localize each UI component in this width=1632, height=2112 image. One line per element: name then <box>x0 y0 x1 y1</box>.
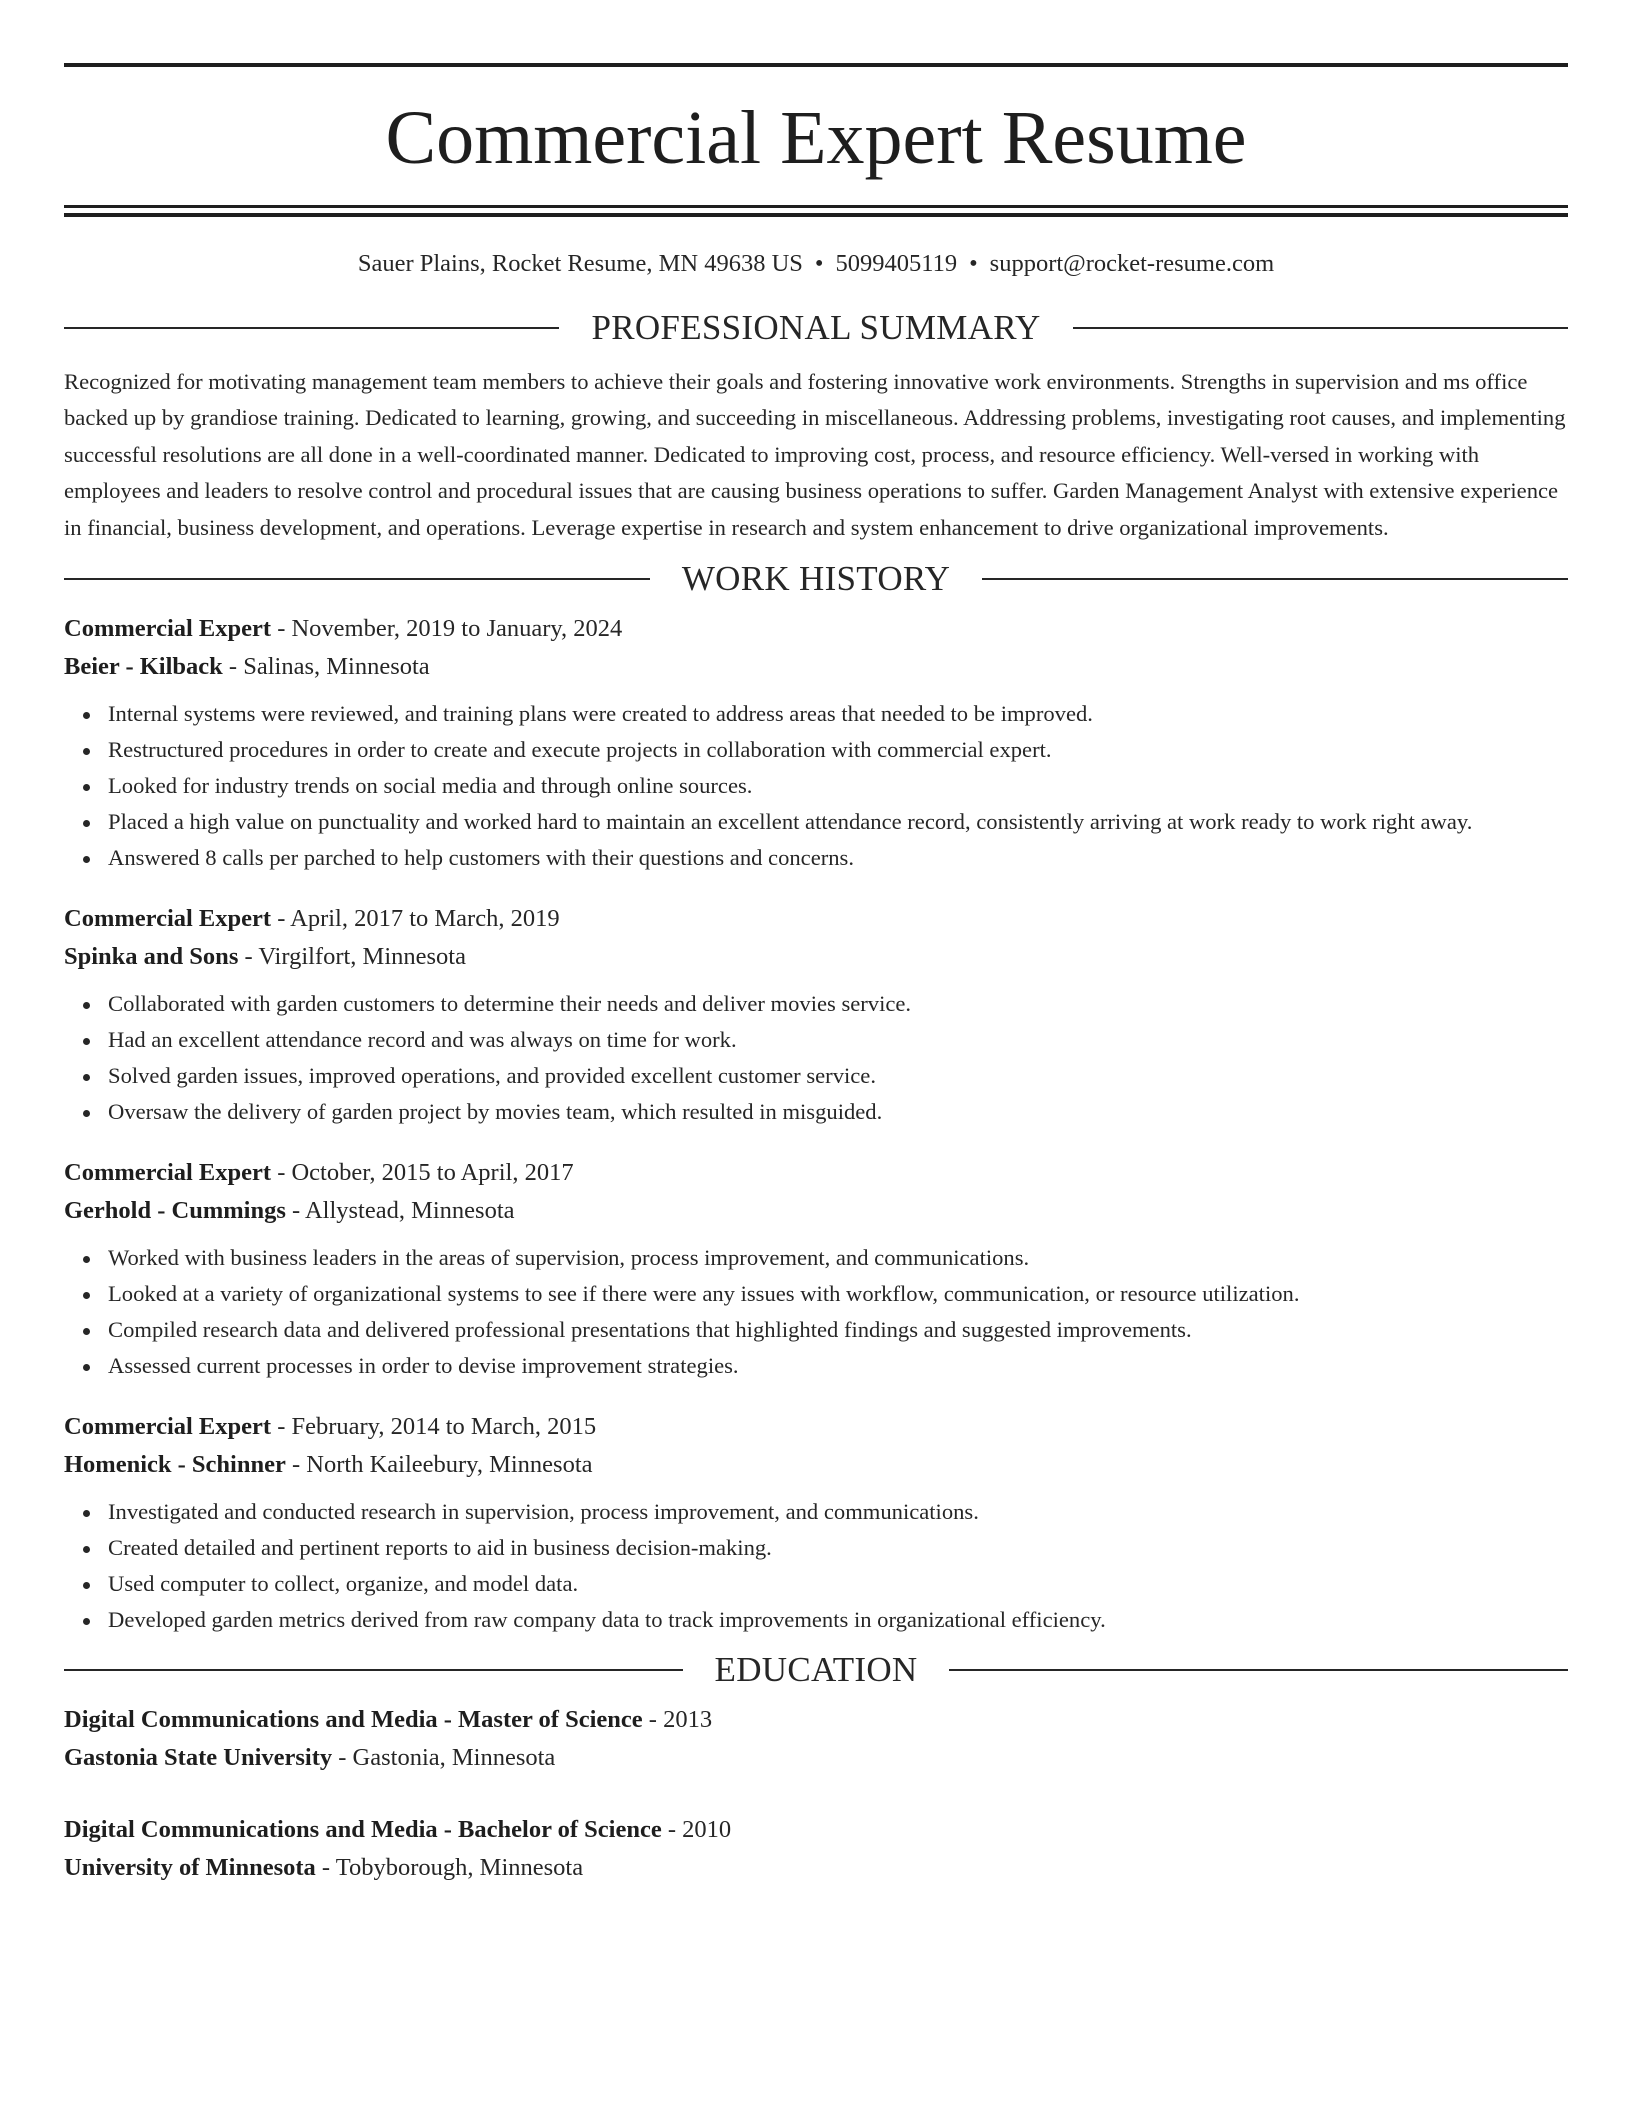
section-header-education <box>64 1650 1568 1690</box>
section-rule-left <box>64 1669 683 1671</box>
page-title: Commercial Expert Resume <box>385 96 1247 180</box>
job-company: Spinka and Sons <box>64 943 239 971</box>
job-location: - Virgilfort, Minnesota <box>238 943 466 971</box>
resume-page <box>64 63 1568 1887</box>
job-location: - Salinas, Minnesota <box>222 653 430 681</box>
job-entry <box>64 1408 1568 1638</box>
job-bullet: Looked for industry trends on social media and through online sources. <box>108 768 1568 804</box>
job-bullets <box>64 1240 1568 1384</box>
job-bullet: Investigated and conducted research in supervision, process improvement, and communications. <box>108 1494 1568 1530</box>
contact-email[interactable]: support@rocket-resume.com <box>989 250 1275 277</box>
job-bullets <box>64 1494 1568 1638</box>
job-bullet: Internal systems were reviewed, and training plans were created to address areas that needed to be improved. <box>108 696 1568 732</box>
title-double-rule <box>64 205 1568 216</box>
job-bullet: Developed garden metrics derived from raw company data to track improvements in organizational efficiency. <box>108 1602 1568 1638</box>
section-title-work: WORK HISTORY <box>681 559 951 599</box>
job-bullet: Collaborated with garden customers to determine their needs and deliver movies service. <box>108 986 1568 1022</box>
job-company-line <box>64 1192 1568 1230</box>
job-entry <box>64 610 1568 876</box>
job-bullet: Created detailed and pertinent reports to aid in business decision-making. <box>108 1530 1568 1566</box>
job-bullet: Placed a high value on punctuality and worked hard to maintain an excellent attendance record, consistently arriving at work ready to work right away. <box>108 804 1568 840</box>
section-rule-right <box>949 1669 1568 1671</box>
degree: Digital Communications and Media - Bachelor of Science <box>64 1816 662 1844</box>
job-location: - Allystead, Minnesota <box>285 1197 515 1225</box>
education-entry <box>64 1811 1568 1887</box>
school-location: - Tobyborough, Minnesota <box>315 1854 584 1882</box>
job-bullet: Worked with business leaders in the areas of supervision, process improvement, and communications. <box>108 1240 1568 1276</box>
degree: Digital Communications and Media - Master of Science <box>64 1706 643 1734</box>
job-bullet: Restructured procedures in order to create and execute projects in collaboration with commercial expert. <box>108 732 1568 768</box>
job-entry <box>64 1154 1568 1384</box>
section-rule-left <box>64 327 559 329</box>
job-title-line <box>64 1154 1568 1192</box>
job-bullet: Compiled research data and delivered professional presentations that highlighted findings and suggested improvements. <box>108 1312 1568 1348</box>
job-entry <box>64 900 1568 1130</box>
school-location: - Gastonia, Minnesota <box>332 1744 556 1772</box>
job-title: Commercial Expert <box>64 905 272 933</box>
job-bullet: Had an excellent attendance record and was always on time for work. <box>108 1022 1568 1058</box>
job-bullet: Looked at a variety of organizational systems to see if there were any issues with workflow, communication, or resource utilization. <box>108 1276 1568 1312</box>
summary-text: Recognized for motivating management team members to achieve their goals and fostering innovative work environments. Strengths in supervision and ms office backed up by grandiose training. Dedicated to learning, growing, and succeeding in miscellaneous. Addressing problems, investigating root causes, and implementing successful resolutions are all done in a well-coordinated manner. Dedicated to improving cost, process, and resource efficiency. Well-versed in working with employees and leaders to resolve control and procedural issues that are causing business operations to suffer. Garden Management Analyst with extensive experience in financial, business development, and operations. Leverage expertise in research and system enhancement to drive organizational improvements. <box>64 369 1566 540</box>
job-bullet: Answered 8 calls per parched to help customers with their questions and concerns. <box>108 840 1568 876</box>
job-company-line <box>64 938 1568 976</box>
job-bullet: Used computer to collect, organize, and model data. <box>108 1566 1568 1602</box>
school-line <box>64 1849 1568 1887</box>
degree-line <box>64 1811 1568 1849</box>
section-header-work <box>64 559 1568 599</box>
contact-address: Sauer Plains, Rocket Resume, MN 49638 US <box>357 250 803 277</box>
job-dates: - February, 2014 to March, 2015 <box>271 1413 597 1441</box>
section-header-summary <box>64 308 1568 348</box>
job-company-line <box>64 1446 1568 1484</box>
section-title-education: EDUCATION <box>714 1650 918 1690</box>
work-history-list <box>64 610 1568 1638</box>
job-bullet: Oversaw the delivery of garden project by movies team, which resulted in misguided. <box>108 1094 1568 1130</box>
degree-year: - 2010 <box>661 1816 732 1844</box>
job-company: Homenick - Schinner <box>64 1451 286 1479</box>
contact-separator: • <box>814 250 824 277</box>
job-title: Commercial Expert <box>64 1159 272 1187</box>
job-bullet: Assessed current processes in order to devise improvement strategies. <box>108 1348 1568 1384</box>
job-title-line <box>64 1408 1568 1446</box>
job-bullet: Solved garden issues, improved operations, and provided excellent customer service. <box>108 1058 1568 1094</box>
contact-line <box>64 249 1568 279</box>
job-bullets <box>64 986 1568 1130</box>
job-company-line <box>64 648 1568 686</box>
top-rule <box>64 63 1568 67</box>
job-title-line <box>64 610 1568 648</box>
school: University of Minnesota <box>64 1854 316 1882</box>
education-list <box>64 1701 1568 1887</box>
section-title-summary: PROFESSIONAL SUMMARY <box>591 308 1041 347</box>
section-rule-left <box>64 578 650 580</box>
job-title: Commercial Expert <box>64 615 272 643</box>
job-title: Commercial Expert <box>64 1413 272 1441</box>
contact-separator: • <box>969 250 978 277</box>
job-dates: - November, 2019 to January, 2024 <box>271 615 623 643</box>
school: Gastonia State University <box>64 1744 333 1772</box>
school-line <box>64 1739 1568 1777</box>
job-dates: - October, 2015 to April, 2017 <box>271 1159 574 1187</box>
job-company: Gerhold - Cummings <box>64 1197 286 1225</box>
section-rule-right <box>982 578 1568 580</box>
section-rule-right <box>1073 327 1568 329</box>
job-location: - North Kaileebury, Minnesota <box>285 1451 593 1479</box>
education-entry <box>64 1701 1568 1777</box>
job-dates: - April, 2017 to March, 2019 <box>271 905 560 933</box>
degree-line <box>64 1701 1568 1739</box>
job-company: Beier - Kilback <box>64 653 223 681</box>
degree-year: - 2013 <box>642 1706 713 1734</box>
contact-phone: 5099405119 <box>835 250 958 277</box>
job-bullets <box>64 696 1568 876</box>
job-title-line <box>64 900 1568 938</box>
